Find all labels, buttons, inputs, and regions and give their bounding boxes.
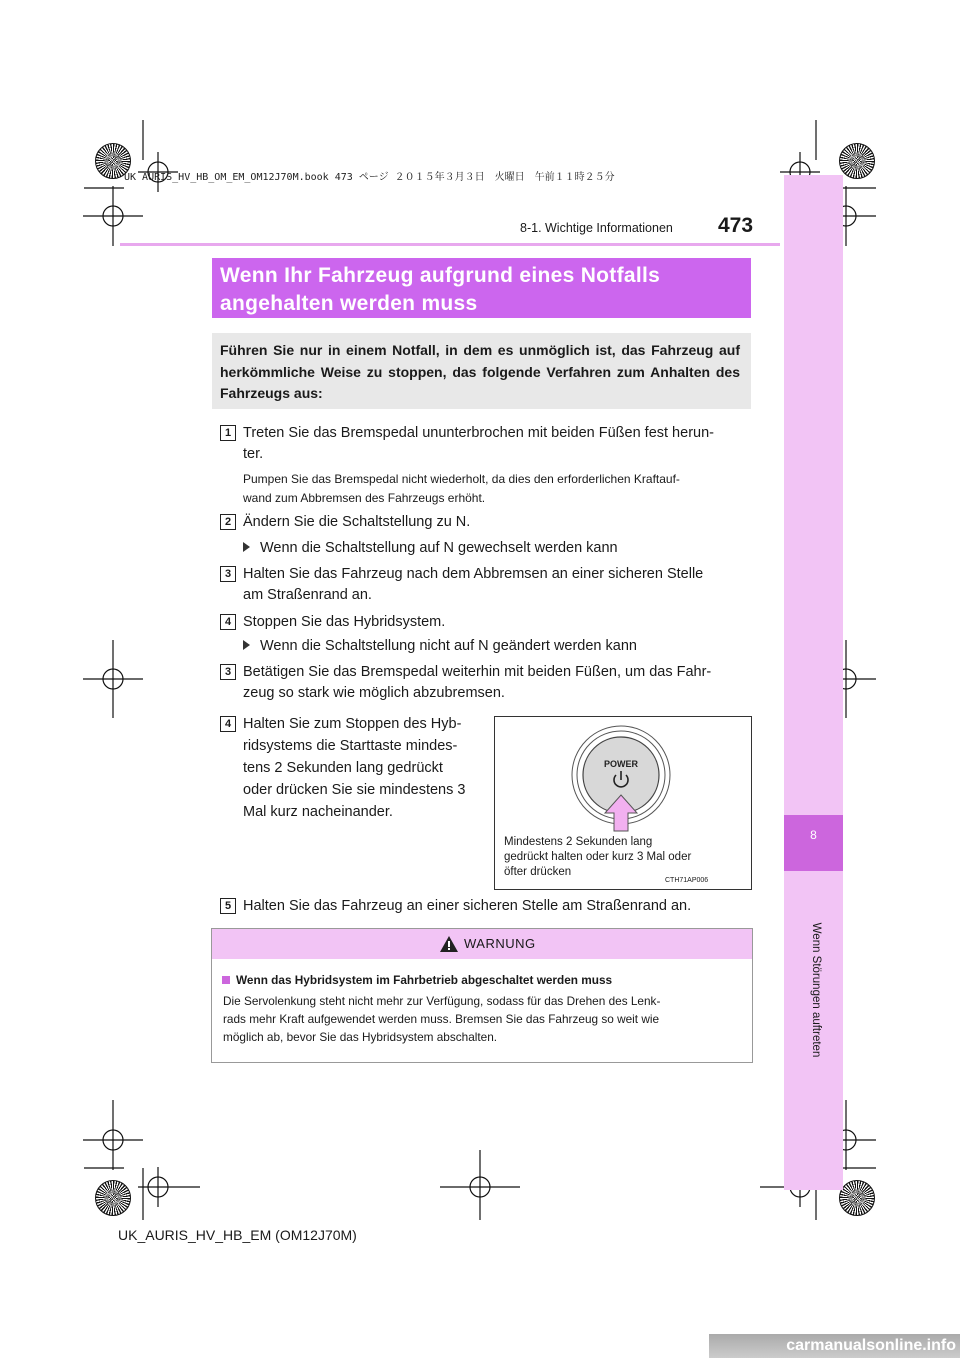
step-text: Halten Sie zum Stoppen des Hyb- ridsystems die Starttaste mindes- tens 2 Sekunden lang gedrückt oder drücken Sie sie mindestens 3 Mal kurz nacheinander. [243, 716, 466, 820]
page-number: 473 [718, 214, 754, 237]
warning-box [211, 928, 753, 1063]
arrow-icon [243, 542, 250, 552]
header-rule [120, 243, 780, 246]
power-button-figure [494, 716, 752, 890]
watermark: carmanualsonline.info [709, 1334, 960, 1358]
page-title-band [212, 258, 751, 318]
step-number: 5 [220, 898, 236, 914]
chapter-number: 8 [784, 815, 843, 871]
warning-header [212, 929, 752, 959]
figure-code: CTH71AP006 [665, 877, 709, 884]
print-info-line: UK AURIS_HV_HB_OM_EM_OM12J70M.book 473 ページ ２０１５年３月３日 火曜日 午前１１時２５分 [124, 172, 615, 183]
step-text: Halten Sie das Fahrzeug nach dem Abbremsen an einer sicheren Stelle am Straßenrand an. [243, 566, 704, 603]
warning-body [222, 971, 742, 1046]
warning-title: WARNUNG [464, 936, 536, 951]
step-text: Betätigen Sie das Bremspedal weiterhin mit beiden Füßen, um das Fahr- zeug so stark wie möglich abzubremsen. [243, 664, 712, 701]
step-number: 4 [220, 614, 236, 630]
arrow-icon [243, 640, 250, 650]
step-number: 4 [220, 716, 236, 732]
footer-doc-id: UK_AURIS_HV_HB_EM (OM12J70M) [118, 1227, 357, 1243]
registration-dial-icon [839, 1180, 875, 1216]
square-bullet-icon [222, 976, 230, 984]
step-number: 3 [220, 566, 236, 582]
step-text: Ändern Sie die Schaltstellung zu N. [243, 514, 471, 530]
power-button-illustration [495, 717, 751, 837]
warning-heading: Wenn das Hybridsystem im Fahrbetrieb abgeschaltet werden muss [222, 971, 742, 989]
warning-triangle-icon [439, 935, 459, 953]
case-heading: Wenn die Schaltstellung nicht auf N geändert werden kann [243, 638, 637, 654]
step-note: Pumpen Sie das Bremspedal nicht wiederholt, da dies den erforderlichen Kraftauf- wand zum Abbremsen des Fahrzeugs erhöht. [243, 472, 680, 505]
warning-text: Die Servolenkung steht nicht mehr zur Verfügung, sodass für das Drehen des Lenk- rads mehr Kraft aufgewendet werden muss. Bremsen Sie das Fahrzeug so weit wie möglich ab, bevor Sie das Hybridsystem abschalten. [223, 994, 661, 1044]
page-title: Wenn Ihr Fahrzeug aufgrund eines Notfalls angehalten werden muss [220, 264, 661, 315]
case-heading: Wenn die Schaltstellung auf N gewechselt werden kann [243, 540, 618, 556]
step-number: 2 [220, 514, 236, 530]
step-text: Halten Sie das Fahrzeug an einer sicheren Stelle am Straßenrand an. [243, 898, 692, 914]
figure-caption: Mindestens 2 Sekunden lang gedrückt halten oder kurz 3 Mal oder öfter drücken [504, 836, 692, 878]
step-text: Stoppen Sie das Hybridsystem. [243, 614, 446, 630]
registration-dial-icon [95, 1180, 131, 1216]
chapter-title: Wenn Störungen auftreten [810, 922, 822, 1058]
section-title: 8-1. Wichtige Informationen [520, 221, 673, 235]
step-number: 1 [220, 425, 236, 441]
power-label: POWER [603, 759, 639, 769]
intro-box [212, 333, 751, 409]
intro-text: Führen Sie nur in einem Notfall, in dem es unmöglich ist, das Fahrzeug auf herkömmliche Weise zu stoppen, das folgende Verfahren zum Anhalten des Fahrzeugs aus: [220, 342, 740, 401]
step-number: 3 [220, 664, 236, 680]
step-text: Treten Sie das Bremspedal ununterbrochen mit beiden Füßen fest herun- ter. [243, 425, 714, 462]
registration-dial-icon [839, 143, 875, 179]
